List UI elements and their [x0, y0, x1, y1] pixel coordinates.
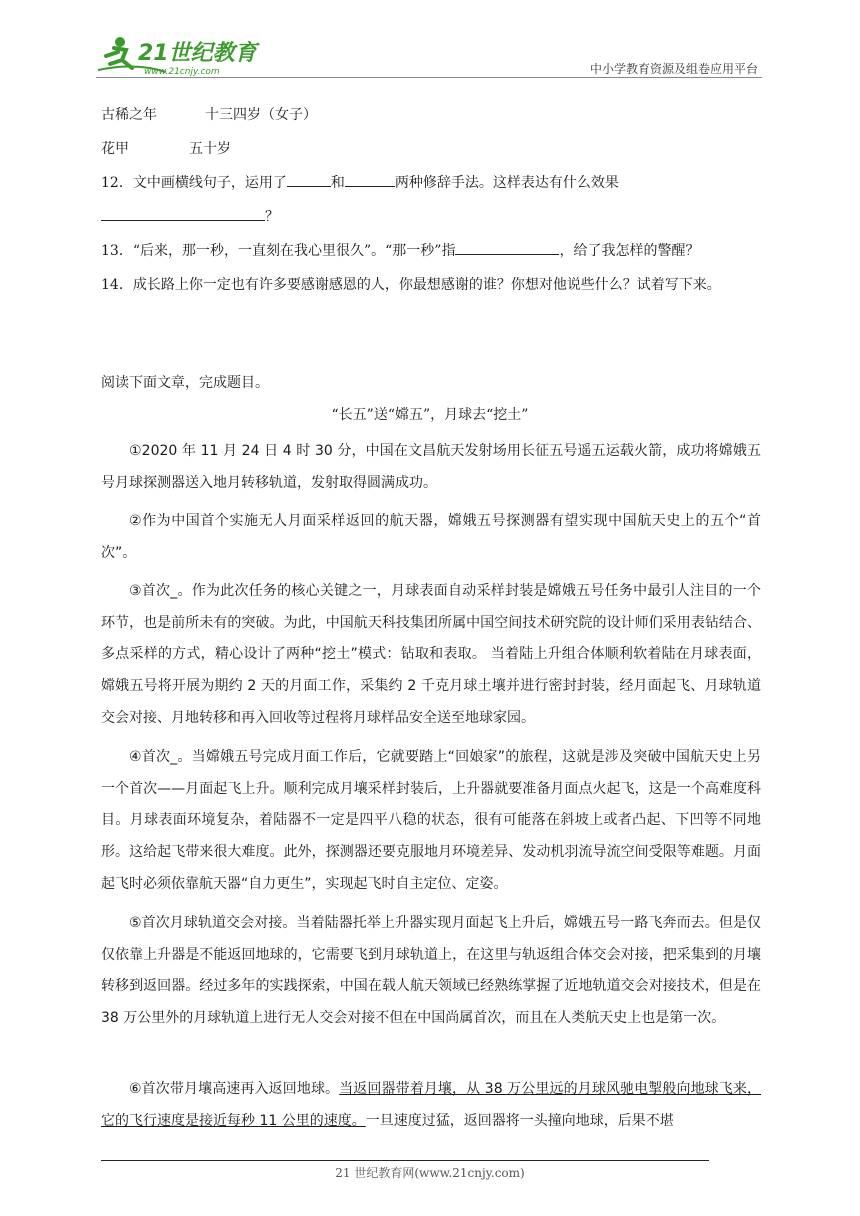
vocab-term: 古稀之年	[101, 107, 157, 123]
platform-name: 中小学教育资源及组卷应用平台	[589, 62, 758, 76]
answer-blank[interactable]	[345, 172, 395, 187]
answer-blank[interactable]	[455, 240, 559, 255]
svg-text:www.21cnjy.com: www.21cnjy.com	[144, 67, 220, 77]
paragraph-4: ④首次_。当嫦娥五号完成月面工作后，它就要踏上“回娘家”的旅程，这就是涉及突破中国航天史上另一个首次——月面起飞上升。顺利完成月壤采样封装后，上升器就要准备月面点火起飞，这是一个高难度科目。月球表面环境复杂，着陆器不一定是四平八稳的状态，很有可能落在斜坡上或者凸起、下凹等不同地形。这给起飞带来很大难度。此外，探测器还要克服地月环境差异、发动机羽流导流空间受限等难题。月面起飞时必须依靠航天器“自力更生”，实现起飞时自主定位、定姿。	[101, 749, 761, 892]
question-12: 12．文中画横线句子，运用了 和 两种修辞手法。这样表达有什么效果	[101, 172, 619, 194]
paragraph-6: ⑥首次带月壤高速再入返回地球。当返回器带着月壤，从 38 万公里远的月球风驰电掣般向地球飞来，它的飞行速度是接近每秒 11 公里的速度。一旦速度过猛，返回器将一头撞向地球，后果不堪	[101, 1081, 761, 1129]
underlined-sentence: 当返回器带着月壤，从 38 万公里远的月球风驰电掣般向地球飞来，它的飞行速度是接近每秒 11 公里的速度。	[101, 1081, 761, 1129]
site-logo	[96, 34, 266, 78]
page-header	[96, 28, 762, 80]
question-14: 14．成长路上你一定也有许多要感谢感恩的人，你最想感谢的谁？你想对他说些什么？试着写下来。	[101, 277, 721, 293]
header-divider	[96, 77, 762, 78]
answer-blank[interactable]	[287, 172, 331, 187]
footer-divider	[101, 1160, 709, 1161]
vocab-term: 花甲	[101, 141, 129, 157]
question-12-line-2: ？	[101, 206, 279, 228]
vocab-row-1	[101, 104, 317, 126]
vocab-meaning: 五十岁	[189, 141, 231, 157]
paragraph-2: ②作为中国首个实施无人月面采样返回的航天器，嫦娥五号探测器有望实现中国航天史上的五个“首次”。	[101, 513, 761, 561]
footer-link[interactable]: 21 世纪教育网(www.21cnjy.com)	[335, 1166, 525, 1180]
answer-blank[interactable]	[101, 206, 265, 221]
paragraph-1: ①2020 年 11 月 24 日 4 时 30 分，中国在文昌航天发射场用长征五号遥五运载火箭，成功将嫦娥五号月球探测器送入地月转移轨道，发射取得圆满成功。	[101, 443, 761, 491]
vocab-meaning: 十三四岁（女子）	[205, 107, 317, 123]
question-13: 13．“后来，那一秒，一直刻在我心里很久”。“那一秒”指 ，给了我怎样的警醒？	[101, 240, 699, 262]
svg-text:21世纪教育: 21世纪教育	[138, 41, 257, 66]
paragraph-5: ⑤首次月球轨道交会对接。当着陆器托举上升器实现月面起飞上升后，嫦娥五号一路飞奔而去。但是仅仅依靠上升器是不能返回地球的，它需要飞到月球轨道上，在这里与轨返组合体交会对接，把采集到的月壤转移到返回器。经过多年的实践探索，中国在载人航天领域已经熟练掌握了近地轨道交会对接技术，但是在 38 万公里外的月球轨道上进行无人交会对接不但在中国尚属首次，而且在人类航天史上也是第一次。	[101, 915, 761, 1027]
reading-instruction: 阅读下面文章，完成题目。	[101, 375, 269, 391]
paragraph-3: ③首次_。作为此次任务的核心关键之一，月球表面自动采样封装是嫦娥五号任务中最引人注目的一个环节，也是前所未有的突破。为此，中国航天科技集团所属中国空间技术研究院的设计师们采用表钻结合、多点采样的方式，精心设计了两种“挖土”模式：钻取和表取。 当着陆上升组合体顺利软着陆在月球表面，嫦娥五号将开展为期约 2 天的月面工作，采集约 2 千克月球土壤并进行密封封装，经月面起飞、月球轨道交会对接、月地转移和再入回收等过程将月球样品安全送至地球家园。	[101, 583, 761, 726]
vocab-row-2	[101, 138, 231, 160]
article-title: “长五”送“嫦五”，月球去“挖土”	[331, 407, 529, 423]
